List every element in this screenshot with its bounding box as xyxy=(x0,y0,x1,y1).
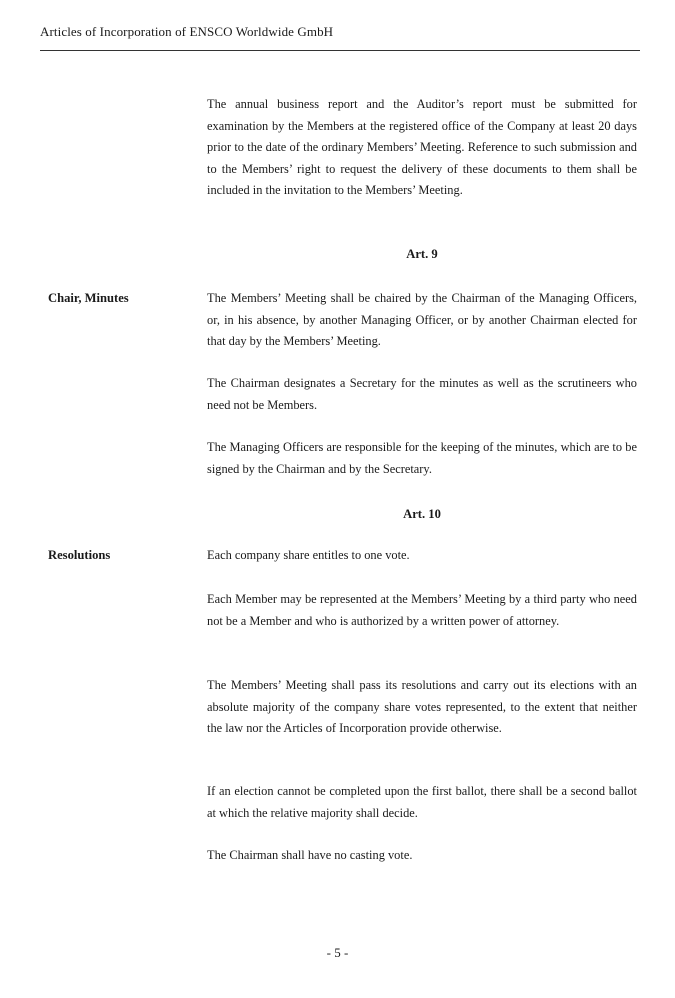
article-9-paragraph-2: The Chairman designates a Secretary for the minutes as well as the scrutineers who need not be Members. xyxy=(207,376,637,412)
page-header-title: Articles of Incorporation of ENSCO Worldwide GmbH xyxy=(40,24,334,39)
article-10-paragraph-5: The Chairman shall have no casting vote. xyxy=(207,848,413,862)
article-9-paragraph-3: The Managing Officers are responsible for the keeping of the minutes, which are to be signed by the Chairman and by the Secretary. xyxy=(207,440,637,476)
article-9-side-title: Chair, Minutes xyxy=(48,291,129,305)
article-10-paragraph-1: Each company share entitles to one vote. xyxy=(207,548,410,562)
article-10-paragraph-4: If an election cannot be completed upon the first ballot, there shall be a second ballot at which the relative majority shall decide. xyxy=(207,784,637,820)
article-10-paragraph-2: Each Member may be represented at the Members’ Meeting by a third party who need not be a Member and who is authorized by a written power of attorney. xyxy=(207,592,637,628)
article-10-side-title: Resolutions xyxy=(48,548,111,562)
article-10-heading: Art. 10 xyxy=(403,507,441,521)
article-9-paragraph-1: The Members’ Meeting shall be chaired by the Chairman of the Managing Officers, or, in his absence, by another Managing Officer, or by another Chairman elected for that day by the Members’ Meeting. xyxy=(207,291,637,348)
article-10-paragraph-3: The Members’ Meeting shall pass its resolutions and carry out its elections with an absolute majority of the company share votes represented, to the extent that neither the law nor the Articles of Incorporation provide otherwise. xyxy=(207,678,637,735)
article-9-heading: Art. 9 xyxy=(406,247,438,261)
page-number: - 5 - xyxy=(326,945,349,960)
intro-paragraph: The annual business report and the Auditor’s report must be submitted for examination by the Members at the registered office of the Company at least 20 days prior to the date of the ordinary Members’ Meeting. Reference to such submission and to the Members’ right to request the delivery of these documents to them shall be included in the invitation to the Members’ Meeting. xyxy=(207,97,637,197)
header-divider xyxy=(40,50,640,51)
